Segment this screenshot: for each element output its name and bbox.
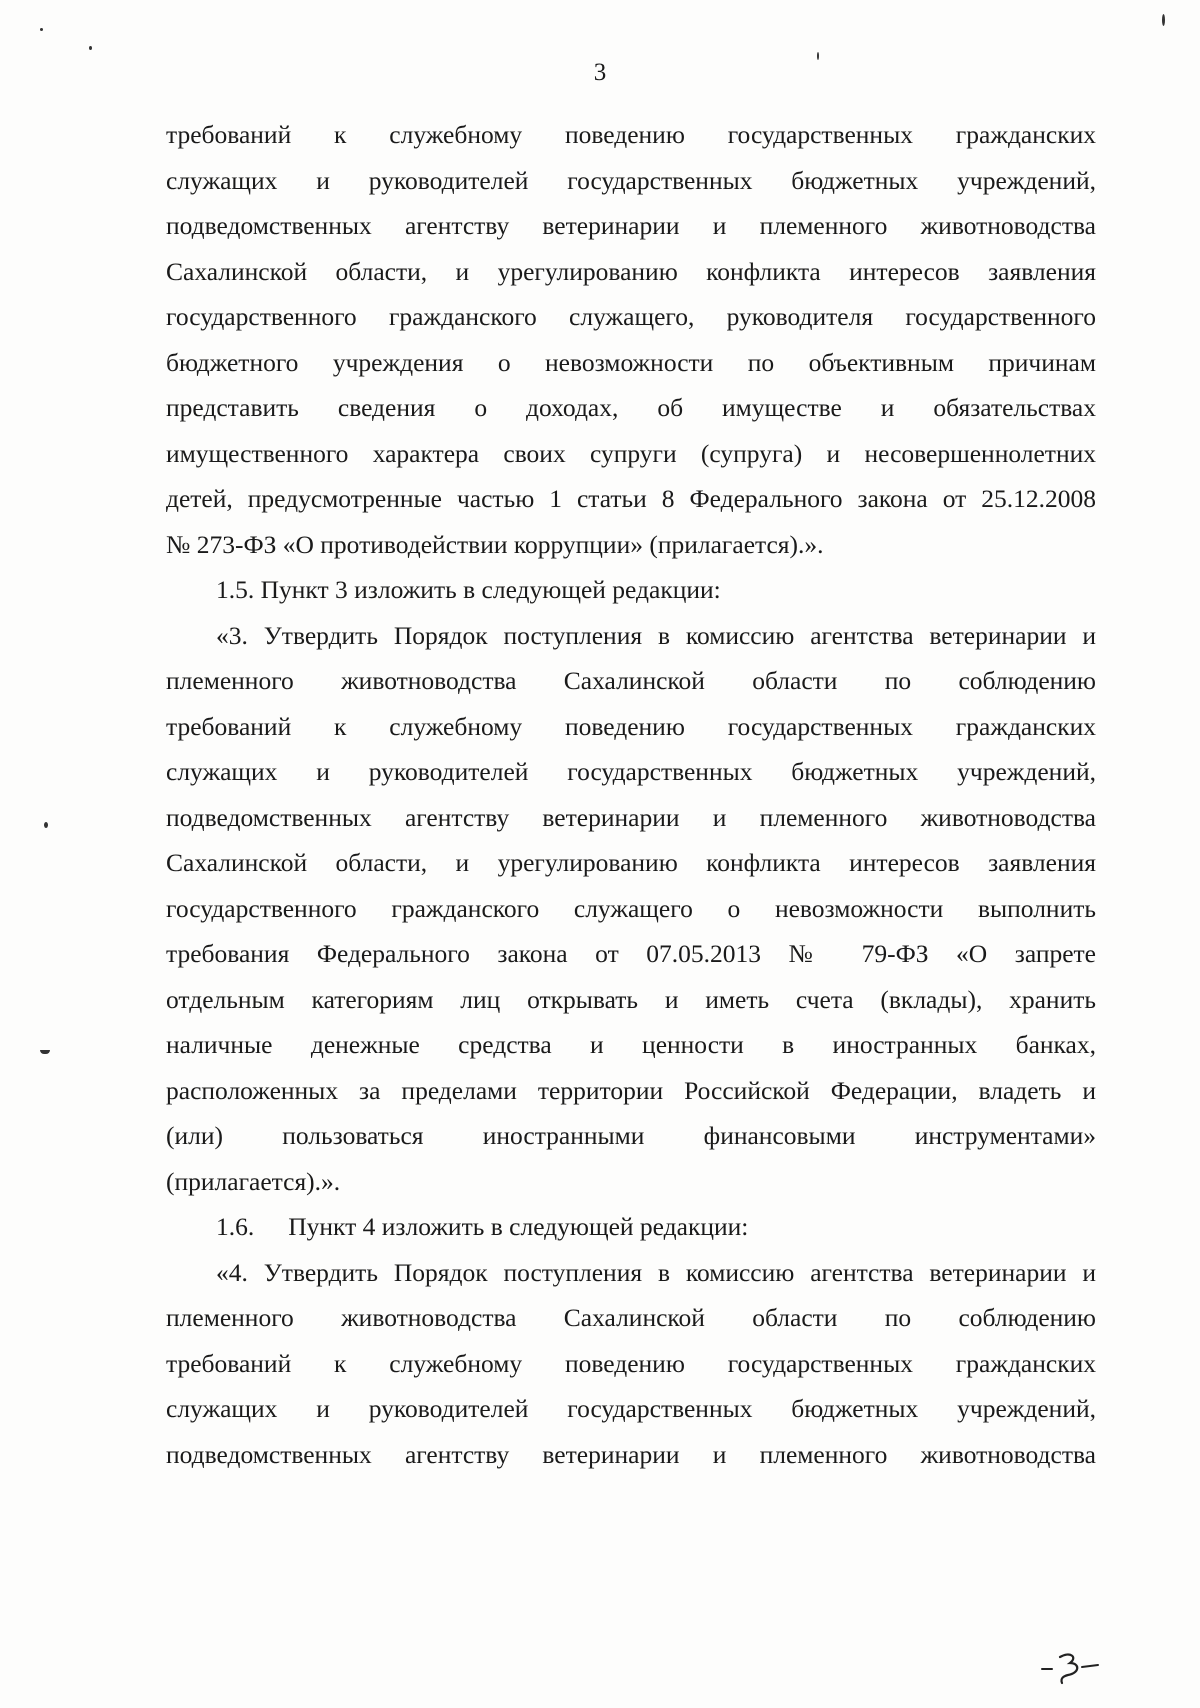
text-line: «4. Утвердить Порядок поступления в комиссию агентства ветеринарии и [216,1257,1096,1287]
text-line: служащих и руководителей государственных бюджетных учреждений, [166,757,1096,786]
clause-heading: 1.5. Пункт 3 изложить в следующей редакции: [216,575,721,604]
text-line: «3. Утвердить Порядок поступления в комиссию агентства ветеринарии и [216,620,1096,650]
text-line: наличные денежные средства и ценности в иностранных банках, [166,1030,1096,1059]
text-line: служащих и руководителей государственных бюджетных учреждений, [166,165,1096,195]
text-line: подведомственных агентству ветеринарии и племенного животноводства [166,802,1096,832]
text-line: требований к служебному поведению государственных гражданских [166,711,1096,741]
text-line: государственного гражданского служащего, руководителя государственного [166,302,1096,331]
text-line: отдельным категориям лиц открывать и иметь счета (вклады), хранить [166,984,1096,1014]
scan-speck [44,822,48,828]
document-body [166,112,1096,1477]
text-line: детей, предусмотренные частью 1 статьи 8 Федерального закона от 25.12.2008 [166,484,1096,513]
text-line: требований к служебному поведению государственных гражданских [166,120,1096,149]
scan-speck [817,52,819,60]
text-line: подведомственных агентству ветеринарии и племенного животноводства [166,1439,1096,1469]
scan-speck [40,28,43,31]
text-line: бюджетного учреждения о невозможности по объективным причинам [166,347,1096,377]
page-number: 3 [593,59,607,86]
scan-speck [40,1050,50,1054]
text-line: служащих и руководителей государственных бюджетных учреждений, [166,1394,1096,1423]
text-line: государственного гражданского служащего о невозможности выполнить [166,893,1096,923]
text-line: требований к служебному поведению государственных гражданских [166,1348,1096,1378]
text-line: расположенных за пределами территории Российской Федерации, владеть и [166,1075,1096,1105]
text-line: Сахалинской области, и урегулированию конфликта интересов заявления [166,848,1096,877]
clause-heading [166,1204,1096,1250]
text-line: имущественного характера своих супруги (супруга) и несовершеннолетних [166,438,1096,468]
text-line: (или) пользоваться иностранными финансовыми инструментами» [166,1121,1096,1150]
clause-title: Пункт 4 изложить в следующей редакции: [288,1212,749,1241]
text-line: (прилагается).». [166,1166,341,1196]
scan-speck [1162,14,1165,26]
text-line: № 273-ФЗ «О противодействии коррупции» (прилагается).». [166,529,824,559]
text-line: представить сведения о доходах, об имуществе и обязательствах [166,393,1096,422]
scan-speck [89,46,92,50]
text-line: Сахалинской области, и урегулированию конфликта интересов заявления [166,256,1096,286]
text-line: подведомственных агентству ветеринарии и племенного животноводства [166,211,1096,240]
text-line: требования Федерального закона от 07.05.2013 № 79-ФЗ «О запрете [166,939,1096,968]
text-line: племенного животноводства Сахалинской области по соблюдению [166,1303,1096,1332]
handwritten-page-mark [1038,1645,1108,1685]
clause-number: 1.6. [216,1212,255,1241]
text-line: племенного животноводства Сахалинской области по соблюдению [166,666,1096,695]
